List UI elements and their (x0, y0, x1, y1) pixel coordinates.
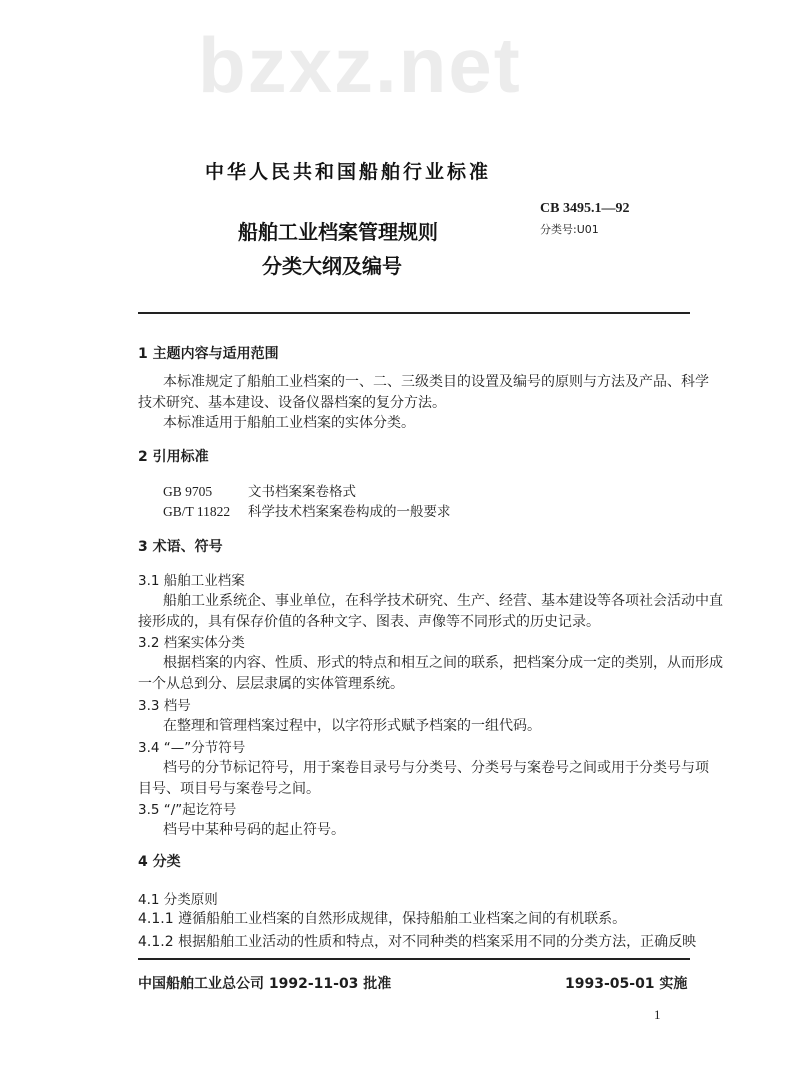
section-3-4-heading: 3.4 “—”分节符号 (138, 740, 246, 756)
section-3-5-text: 档号中某种号码的起止符号。 (163, 822, 345, 838)
section-4-1-2-text: 4.1.2 根据船舶工业活动的性质和特点，对不同种类的档案采用不同的分类方法，正确反映 (138, 934, 697, 950)
reference-title: 科学技术档案案卷构成的一般要求 (248, 504, 451, 520)
reference-title: 文书档案案卷格式 (248, 484, 356, 500)
section-3-3-heading: 3.3 档号 (138, 698, 191, 714)
section-3-4-text: 档号的分节标记符号，用于案卷目录号与分类号、分类号与案卷号之间或用于分类号与项 (163, 760, 709, 776)
section-1-text: 技术研究、基本建设、设备仪器档案的复分方法。 (138, 395, 446, 411)
header-divider (138, 312, 690, 314)
document-title-line2: 分类大纲及编号 (262, 254, 402, 278)
section-4-1-heading: 4.1 分类原则 (138, 892, 218, 908)
reference-item (163, 480, 356, 500)
reference-item (163, 500, 451, 520)
section-3-2-text: 根据档案的内容、性质、形式的特点和相互之间的联系，把档案分成一定的类别，从而形成 (163, 655, 723, 671)
section-3-2-text: 一个从总到分、层层隶属的实体管理系统。 (138, 676, 404, 692)
section-3-heading: 3 术语、符号 (138, 539, 223, 555)
section-3-4-text: 目号、项目号与案卷号之间。 (138, 781, 320, 797)
footer-divider (138, 958, 690, 960)
section-1-heading: 1 主题内容与适用范围 (138, 346, 279, 362)
page-number: 1 (654, 1007, 661, 1022)
section-2-heading: 2 引用标准 (138, 449, 209, 465)
section-3-1-text: 船舶工业系统企、事业单位，在科学技术研究、生产、经营、基本建设等各项社会活动中直 (163, 593, 723, 609)
implementation-date: 1993-05-01 实施 (565, 976, 688, 992)
section-3-2-heading: 3.2 档案实体分类 (138, 635, 245, 651)
classification-number: 分类号:U01 (540, 223, 599, 236)
section-1-text: 本标准规定了船舶工业档案的一、二、三级类目的设置及编号的原则与方法及产品、科学 (163, 374, 709, 390)
watermark: bzxz.net (198, 21, 522, 109)
standard-organization-heading: 中华人民共和国船舶行业标准 (205, 161, 492, 183)
standard-code: CB 3495.1—92 (540, 201, 630, 216)
reference-code: GB 9705 (163, 484, 213, 499)
section-3-3-text: 在整理和管理档案过程中，以字符形式赋予档案的一组代码。 (163, 718, 541, 734)
section-3-1-text: 接形成的，具有保存价值的各种文字、图表、声像等不同形式的历史记录。 (138, 614, 600, 630)
approval-info: 中国船舶工业总公司 1992-11-03 批准 (138, 976, 392, 992)
section-3-5-heading: 3.5 “/”起讫符号 (138, 802, 237, 818)
reference-code: GB/T 11822 (163, 504, 231, 519)
section-4-heading: 4 分类 (138, 854, 181, 870)
section-3-1-heading: 3.1 船舶工业档案 (138, 573, 245, 589)
section-4-1-1-text: 4.1.1 遵循船舶工业档案的自然形成规律，保持船舶工业档案之间的有机联系。 (138, 911, 627, 927)
document-title-line1: 船舶工业档案管理规则 (238, 220, 438, 244)
section-1-text: 本标准适用于船舶工业档案的实体分类。 (163, 415, 415, 431)
